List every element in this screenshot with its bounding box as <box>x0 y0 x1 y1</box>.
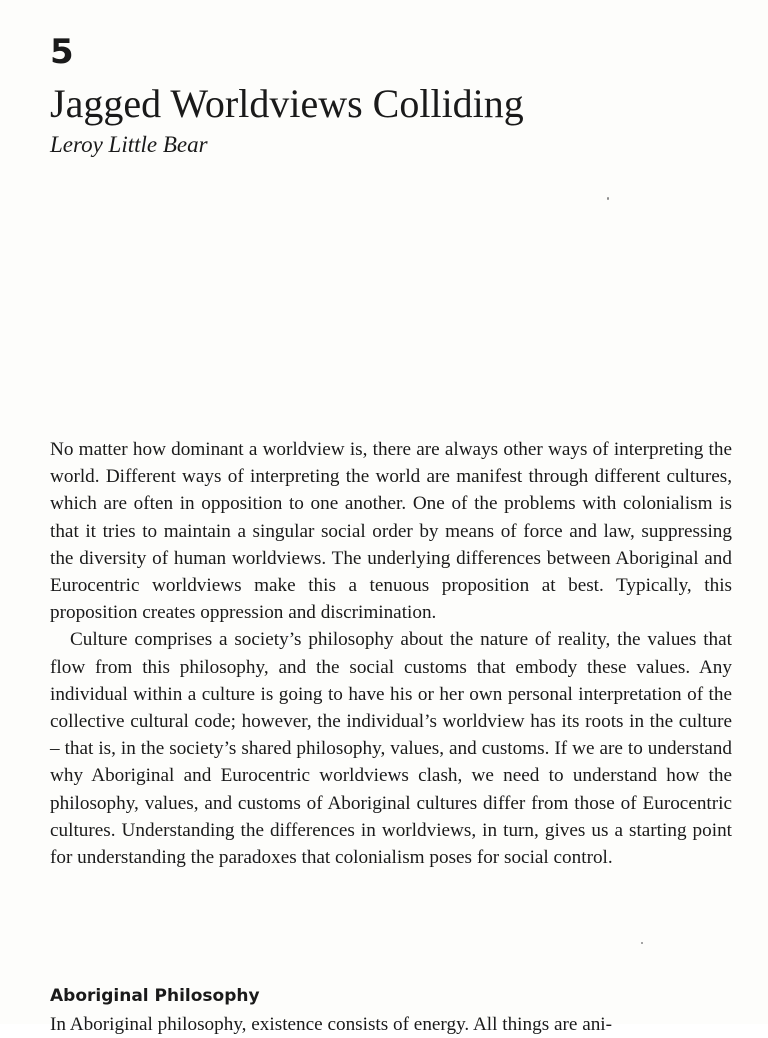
chapter-author: Leroy Little Bear <box>50 132 208 157</box>
chapter-title: Jagged Worldviews Colliding <box>50 81 524 126</box>
cutoff-text-line: In Aboriginal philosophy, existence consists of energy. All things are ani- <box>50 1014 613 1035</box>
body-text <box>50 436 732 871</box>
paragraph-2: Culture comprises a society’s philosophy about the nature of reality, the values that flow from this philosophy, and the social customs that embody these values. Any individual within a culture is going to have his or her own personal interpretation of the collective cultural code; however, the individual’s worldview has its roots in the culture – that is, in the society’s shared philosophy, values, and customs. If we are to understand why Aboriginal and Eurocentric worldviews clash, we need to understand how the philosophy, values, and customs of Aboriginal cultures differ from those of Eurocentric cultures. Understanding the differences in worldviews, in turn, gives us a starting point for understanding the paradoxes that colonialism poses for social control. <box>50 629 732 869</box>
section-heading: Aboriginal Philosophy <box>50 986 260 1006</box>
scan-speck <box>641 942 643 944</box>
paragraph-1: No matter how dominant a worldview is, there are always other ways of interpreting the world. Different ways of interpreting the world are manifest through different cultures, which are often in opposition to one another. One of the problems with colonialism is that it tries to maintain a singular social order by means of force and law, suppressing the diversity of human worldviews. The underlying differences between Aboriginal and Eurocentric worldviews make this a tenuous proposition at best. Typically, this proposition creates oppression and discrimination. <box>50 439 732 624</box>
scan-speck <box>607 197 609 200</box>
chapter-number: 5 <box>50 32 73 72</box>
